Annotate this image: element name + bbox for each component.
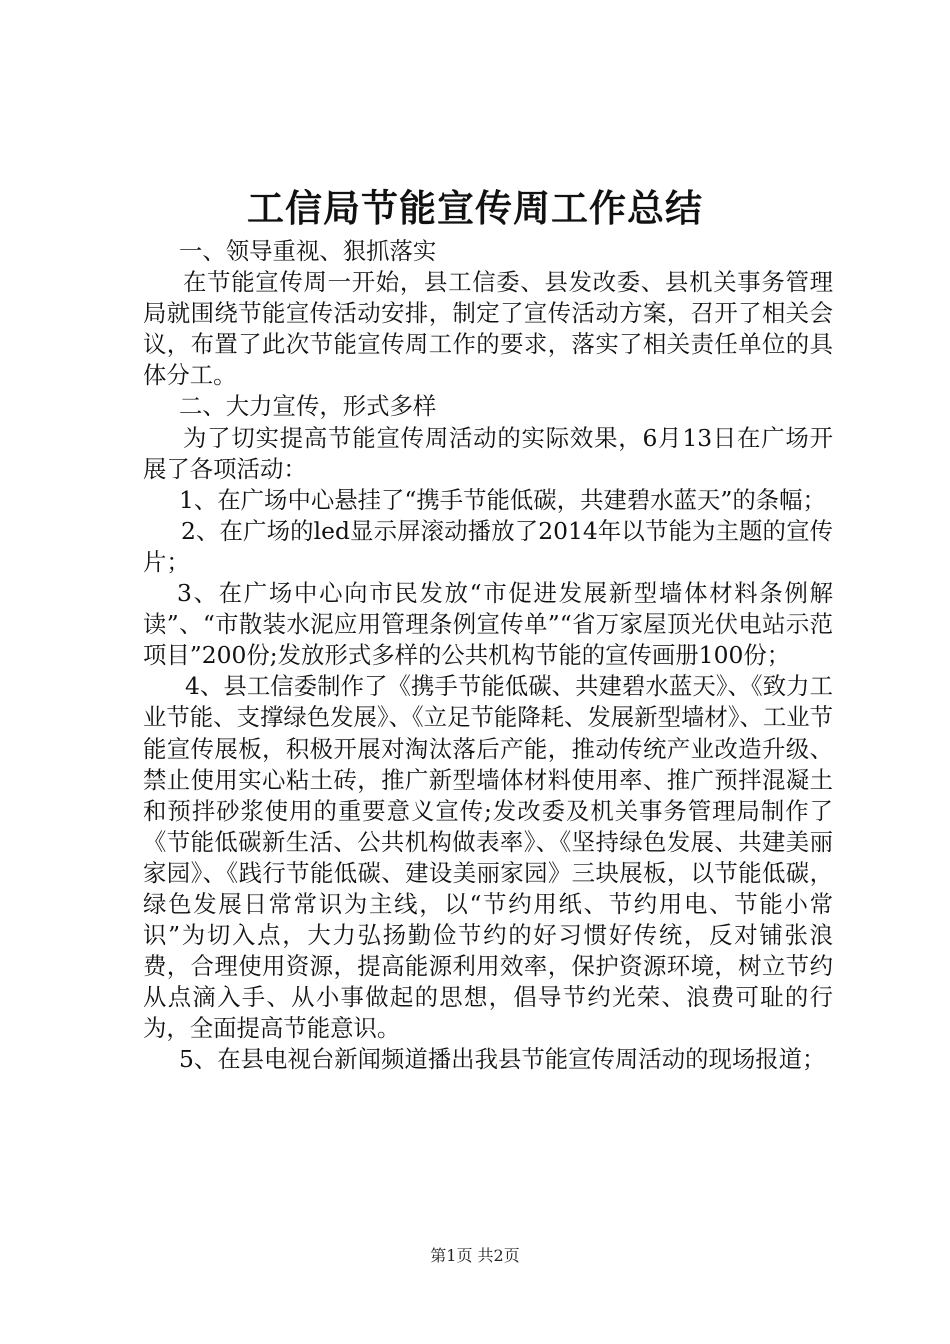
paragraph-1: 在节能宣传周一开始，县工信委、县发改委、县机关事务管理局就围绕节能宣传活动安排，制定了宣传活动方案，召开了相关会议，布置了此次节能宣传周工作的要求，落实了相关责任单位的具体分工。 [143,268,833,390]
document-body [143,236,833,1076]
list-item-3: 3、在广场中心向市民发放“市促进发展新型墙体材料条例解读”、“市散装水泥应用管理条例宣传单”“省万家屋顶光伏电站示范项目”200份;发放形式多样的公共机构节能的宣传画册100份； [143,579,833,670]
list-item-2: 2、在广场的led显示屏滚动播放了2014年以节能为主题的宣传片； [143,516,833,576]
page-footer: 第1页 共2页 [430,1246,520,1265]
paragraph-2: 为了切实提高节能宣传周活动的实际效果，6月13日在广场开展了各项活动： [143,423,833,483]
section-heading-2: 二、大力宣传，形式多样 [179,392,437,421]
list-item-1: 1、在广场中心悬挂了“携手节能低碳，共建碧水蓝天”的条幅； [179,485,826,514]
list-item-5: 5、在县电视台新闻频道播出我县节能宣传周活动的现场报道； [179,1045,826,1074]
section-heading-1: 一、领导重视、狠抓落实 [179,237,437,265]
document-title: 工信局节能宣传周工作总结 [247,186,703,230]
list-item-4: 4、县工信委制作了《携手节能低碳、共建碧水蓝天》、《致力工业节能、支撑绿色发展》、《立足节能降耗、发展新型墙材》、工业节能宣传展板，积极开展对淘汰落后产能，推动传统产业改造升级、禁止使用实心粘土砖，推广新型墙体材料使用率、推广预拌混凝土和预拌砂浆使用的重要意义宣传;发改委及机关事务管理局制作了《节能低碳新生活、公共机构做表率》、《坚持绿色发展、共建美丽家园》、《践行节能低碳、建设美丽家园》三块展板，以节能低碳，绿色发展日常常识为主线，以“节约用纸、节约用电、节能小常识”为切入点，大力弘扬勤俭节约的好习惯好传统，反对铺张浪费，合理使用资源，提高能源利用效率，保护资源环境，树立节约从点滴入手、从小事做起的思想，倡导节约光荣、浪费可耻的行为，全面提高节能意识。 [143,672,834,1043]
